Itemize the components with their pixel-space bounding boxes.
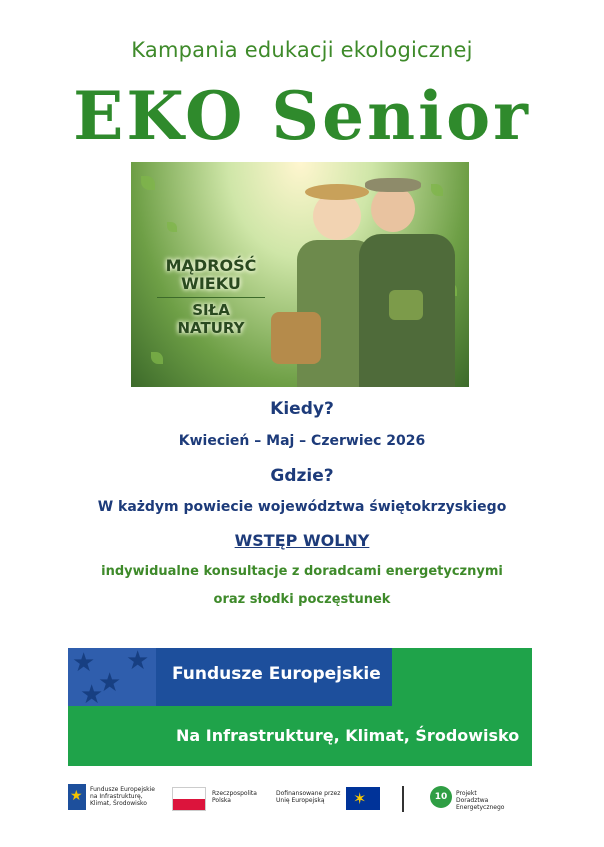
photo-slogan (151, 257, 271, 337)
eu-cofunding-text (276, 790, 348, 804)
banner-blue-band (68, 648, 392, 706)
eu-flag-icon: ✶ (346, 787, 380, 810)
ue-text-1: Dofinansowane przez (276, 790, 341, 797)
pde-logo-icon: 10 (430, 786, 452, 808)
when-value: Kwiecień – Maj – Czerwiec 2026 (178, 433, 426, 449)
poland-logo-text (212, 790, 268, 804)
slogan-line-3: SIŁA NATURY (157, 297, 265, 337)
fe-text-2: na Infrastrukturę, (90, 793, 143, 800)
where-heading: Gdzie? (270, 466, 334, 486)
pl-text-1: Rzeczpospolita (212, 790, 257, 797)
pde-logo-text (456, 790, 536, 811)
ue-text-2: Unię Europejską (276, 797, 325, 804)
logo-divider (402, 786, 404, 812)
banner-program: Na Infrastrukturę, Klimat, Środowisko (176, 726, 520, 745)
campaign-subtitle: Kampania edukacji ekologicznej (131, 38, 473, 62)
pde-text-2: Doradztwa Energetycznego (456, 797, 505, 811)
fe-text-1: Fundusze Europejskie (90, 786, 155, 793)
slogan-line-1: MĄDROŚĆ (165, 256, 257, 275)
where-value: W każdym powiecie województwa świętokrzyskiego (97, 499, 507, 515)
eu-funds-banner (68, 648, 532, 766)
slogan-line-2: WIEKU (181, 274, 241, 293)
fe-logo-text (90, 786, 160, 807)
pl-text-2: Polska (212, 797, 231, 804)
banner-title: Fundusze Europejskie (172, 664, 381, 684)
note-line-2: oraz słodki poczęstunek (213, 592, 391, 607)
fe-text-3: Klimat, Środowisko (90, 800, 147, 807)
fe-logo-icon: ★ (68, 784, 86, 810)
hero-photo (131, 162, 469, 387)
pde-text-1: Projekt (456, 790, 477, 797)
when-heading: Kiedy? (270, 399, 334, 419)
stars-icon: ★ ★ ★ ★ (68, 648, 156, 706)
note-line-1: indywidualne konsultacje z doradcami energetycznymi (101, 564, 503, 579)
free-entry-label: WSTĘP WOLNY (234, 531, 370, 550)
page-title: EKO Senior (73, 77, 531, 155)
logo-strip (68, 782, 538, 816)
poland-flag-icon (172, 787, 206, 811)
